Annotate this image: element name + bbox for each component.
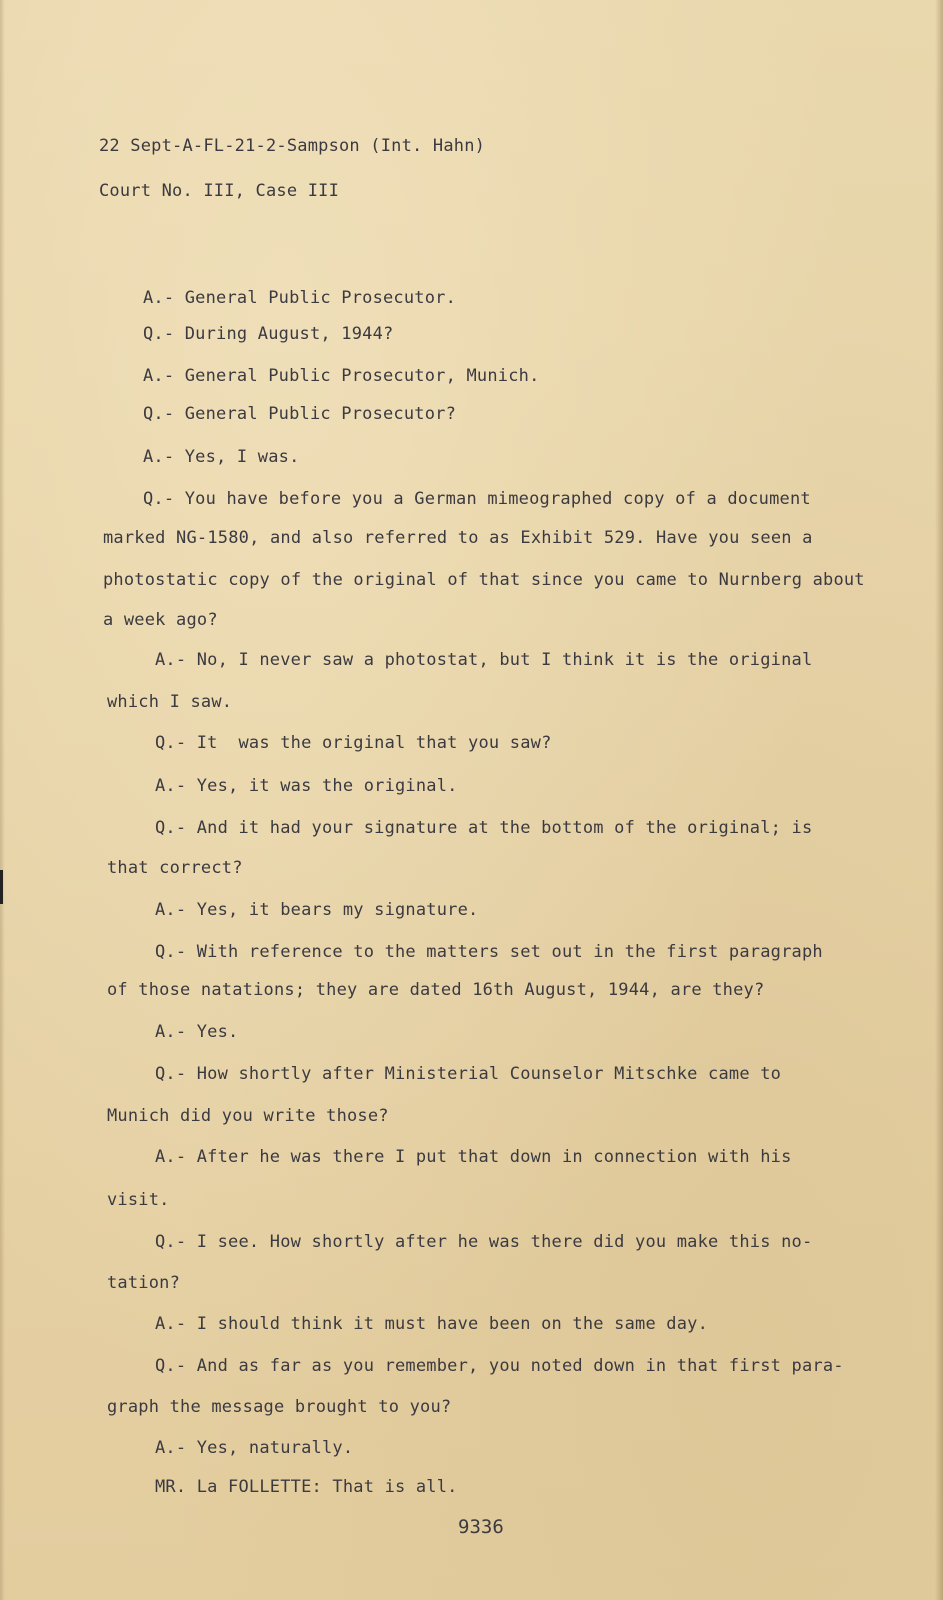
transcript-line: of those natations; they are dated 16th August, 1944, are they?: [107, 980, 765, 1000]
transcript-line: Q.- And it had your signature at the bottom of the original; is: [155, 818, 813, 838]
transcript-line: A.- Yes, it was the original.: [155, 776, 458, 796]
transcript-line: A.- Yes.: [155, 1022, 239, 1042]
transcript-line: A.- General Public Prosecutor.: [143, 288, 457, 308]
transcript-line: Munich did you write those?: [107, 1106, 389, 1126]
transcript-line: Q.- With reference to the matters set out in the first paragraph: [155, 942, 823, 962]
transcript-line: A.- General Public Prosecutor, Munich.: [143, 366, 540, 386]
transcript-line: photostatic copy of the original of that since you came to Nurnberg about: [103, 570, 865, 590]
transcript-line: Q.- And as far as you remember, you noted down in that first para-: [155, 1356, 844, 1376]
transcript-line: which I saw.: [107, 692, 233, 712]
court-line: Court No. III, Case III: [99, 181, 340, 201]
transcript-line: that correct?: [107, 858, 243, 878]
transcript-line: Q.- It was the original that you saw?: [155, 733, 552, 753]
transcript-line: Q.- During August, 1944?: [143, 324, 394, 344]
transcript-line: visit.: [107, 1190, 170, 1210]
transcript-line: tation?: [107, 1273, 181, 1293]
transcript-line: Q.- How shortly after Ministerial Counselor Mitschke came to: [155, 1064, 782, 1084]
transcript-line: A.- After he was there I put that down in connection with his: [155, 1147, 792, 1167]
margin-mark: [0, 870, 3, 904]
transcript-line: A.- No, I never saw a photostat, but I think it is the original: [155, 650, 813, 670]
transcript-line: Q.- You have before you a German mimeographed copy of a document: [143, 489, 811, 509]
page-edge-left: [0, 0, 5, 1600]
transcript-line: Q.- General Public Prosecutor?: [143, 404, 457, 424]
transcript-line: MR. La FOLLETTE: That is all.: [155, 1477, 458, 1497]
transcript-line: A.- Yes, naturally.: [155, 1438, 354, 1458]
transcript-line: A.- I should think it must have been on the same day.: [155, 1314, 709, 1334]
page-number: 9336: [458, 1516, 504, 1538]
case-reference-line: 22 Sept-A-FL-21-2-Sampson (Int. Hahn): [99, 136, 486, 156]
transcript-line: a week ago?: [103, 610, 218, 630]
transcript-line: A.- Yes, I was.: [143, 447, 300, 467]
page-edge-right: [935, 0, 943, 1600]
transcript-line: marked NG-1580, and also referred to as Exhibit 529. Have you seen a: [103, 528, 813, 548]
transcript-line: Q.- I see. How shortly after he was there did you make this no-: [155, 1232, 813, 1252]
transcript-line: graph the message brought to you?: [107, 1397, 452, 1417]
transcript-line: A.- Yes, it bears my signature.: [155, 900, 479, 920]
